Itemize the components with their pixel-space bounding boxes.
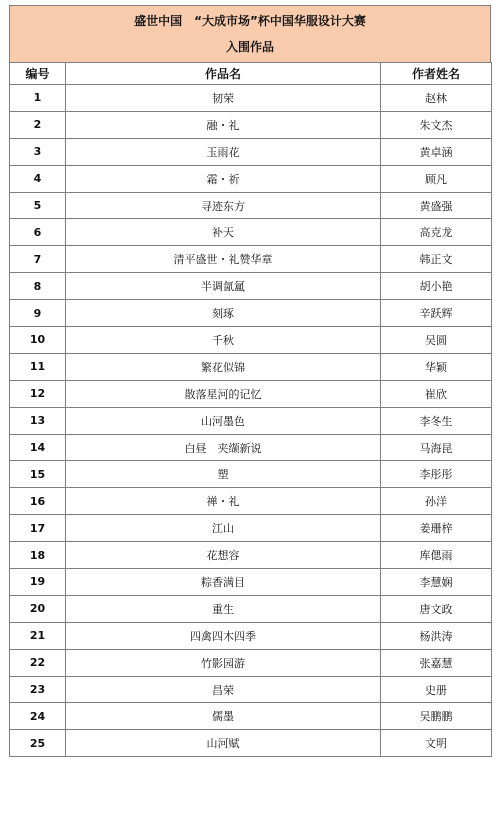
author-name: 吴鹏鹏 bbox=[381, 703, 492, 730]
table-row bbox=[10, 542, 492, 569]
row-number: 25 bbox=[10, 730, 66, 757]
author-name: 库偲雨 bbox=[381, 542, 492, 569]
row-number: 3 bbox=[10, 138, 66, 165]
row-number: 5 bbox=[10, 192, 66, 219]
row-number: 9 bbox=[10, 300, 66, 327]
author-name: 李冬生 bbox=[381, 407, 492, 434]
work-name: 繁花似锦 bbox=[66, 353, 381, 380]
row-number: 24 bbox=[10, 703, 66, 730]
table-body bbox=[10, 85, 492, 757]
author-name: 姜珊梓 bbox=[381, 515, 492, 542]
author-name: 辛跃辉 bbox=[381, 300, 492, 327]
work-name: 清平盛世・礼赞华章 bbox=[66, 246, 381, 273]
table-row bbox=[10, 569, 492, 596]
table-row bbox=[10, 165, 492, 192]
row-number: 4 bbox=[10, 165, 66, 192]
table-row bbox=[10, 138, 492, 165]
work-name: 花想容 bbox=[66, 542, 381, 569]
row-number: 6 bbox=[10, 219, 66, 246]
author-name: 赵林 bbox=[381, 85, 492, 112]
table-row bbox=[10, 192, 492, 219]
table-row bbox=[10, 246, 492, 273]
sheet-subtitle: 入围作品 bbox=[225, 40, 274, 54]
header-work: 作品名 bbox=[66, 63, 381, 85]
author-name: 文明 bbox=[381, 730, 492, 757]
work-name: 补天 bbox=[66, 219, 381, 246]
table-row bbox=[10, 461, 492, 488]
table-row bbox=[10, 595, 492, 622]
author-name: 顾凡 bbox=[381, 165, 492, 192]
header-number: 编号 bbox=[10, 63, 66, 85]
work-name: 霜・祈 bbox=[66, 165, 381, 192]
finalist-sheet bbox=[9, 5, 491, 757]
work-name: 融・礼 bbox=[66, 111, 381, 138]
row-number: 10 bbox=[10, 327, 66, 354]
work-name: 儒墨 bbox=[66, 703, 381, 730]
work-name: 江山 bbox=[66, 515, 381, 542]
work-name: 山河墨色 bbox=[66, 407, 381, 434]
row-number: 11 bbox=[10, 353, 66, 380]
table-row bbox=[10, 380, 492, 407]
author-name: 韩正文 bbox=[381, 246, 492, 273]
row-number: 16 bbox=[10, 488, 66, 515]
table-row bbox=[10, 219, 492, 246]
row-number: 12 bbox=[10, 380, 66, 407]
author-name: 李彤彤 bbox=[381, 461, 492, 488]
work-name: 禅・礼 bbox=[66, 488, 381, 515]
author-name: 史册 bbox=[381, 676, 492, 703]
row-number: 13 bbox=[10, 407, 66, 434]
work-name: 千秋 bbox=[66, 327, 381, 354]
table-row bbox=[10, 488, 492, 515]
author-name: 黄盛强 bbox=[381, 192, 492, 219]
row-number: 1 bbox=[10, 85, 66, 112]
work-name: 昌荣 bbox=[66, 676, 381, 703]
sheet-title: 盛世中国 “大成市场”杯中国华服设计大赛 bbox=[134, 14, 366, 28]
author-name: 朱文杰 bbox=[381, 111, 492, 138]
table-row bbox=[10, 85, 492, 112]
work-name: 粽香满目 bbox=[66, 569, 381, 596]
work-name: 塑 bbox=[66, 461, 381, 488]
row-number: 19 bbox=[10, 569, 66, 596]
table-row bbox=[10, 300, 492, 327]
author-name: 崔欣 bbox=[381, 380, 492, 407]
author-name: 孙洋 bbox=[381, 488, 492, 515]
row-number: 8 bbox=[10, 273, 66, 300]
work-name: 半调氤氲 bbox=[66, 273, 381, 300]
author-name: 杨洪涛 bbox=[381, 622, 492, 649]
title-block bbox=[9, 5, 491, 62]
row-number: 23 bbox=[10, 676, 66, 703]
row-number: 18 bbox=[10, 542, 66, 569]
author-name: 高克龙 bbox=[381, 219, 492, 246]
row-number: 17 bbox=[10, 515, 66, 542]
table-row bbox=[10, 515, 492, 542]
work-name: 刻琢 bbox=[66, 300, 381, 327]
work-name: 白昼 夹缬新说 bbox=[66, 434, 381, 461]
table-row bbox=[10, 353, 492, 380]
table-row bbox=[10, 730, 492, 757]
row-number: 21 bbox=[10, 622, 66, 649]
work-name: 寻迹东方 bbox=[66, 192, 381, 219]
author-name: 马海昆 bbox=[381, 434, 492, 461]
table-row bbox=[10, 327, 492, 354]
header-author: 作者姓名 bbox=[381, 63, 492, 85]
row-number: 15 bbox=[10, 461, 66, 488]
row-number: 2 bbox=[10, 111, 66, 138]
author-name: 黄卓涵 bbox=[381, 138, 492, 165]
author-name: 胡小艳 bbox=[381, 273, 492, 300]
row-number: 22 bbox=[10, 649, 66, 676]
work-name: 重生 bbox=[66, 595, 381, 622]
work-name: 竹影园游 bbox=[66, 649, 381, 676]
work-name: 散落星河的记忆 bbox=[66, 380, 381, 407]
finalist-table bbox=[9, 62, 492, 757]
author-name: 华颖 bbox=[381, 353, 492, 380]
table-row bbox=[10, 407, 492, 434]
header-row bbox=[10, 63, 492, 85]
table-row bbox=[10, 649, 492, 676]
row-number: 14 bbox=[10, 434, 66, 461]
table-row bbox=[10, 111, 492, 138]
work-name: 韧荣 bbox=[66, 85, 381, 112]
table-row bbox=[10, 622, 492, 649]
author-name: 吴圆 bbox=[381, 327, 492, 354]
table-row bbox=[10, 273, 492, 300]
author-name: 唐文政 bbox=[381, 595, 492, 622]
work-name: 山河赋 bbox=[66, 730, 381, 757]
author-name: 李慧娴 bbox=[381, 569, 492, 596]
row-number: 20 bbox=[10, 595, 66, 622]
row-number: 7 bbox=[10, 246, 66, 273]
work-name: 四禽四木四季 bbox=[66, 622, 381, 649]
table-row bbox=[10, 703, 492, 730]
author-name: 张嘉慧 bbox=[381, 649, 492, 676]
work-name: 玉雨花 bbox=[66, 138, 381, 165]
table-row bbox=[10, 676, 492, 703]
table-row bbox=[10, 434, 492, 461]
